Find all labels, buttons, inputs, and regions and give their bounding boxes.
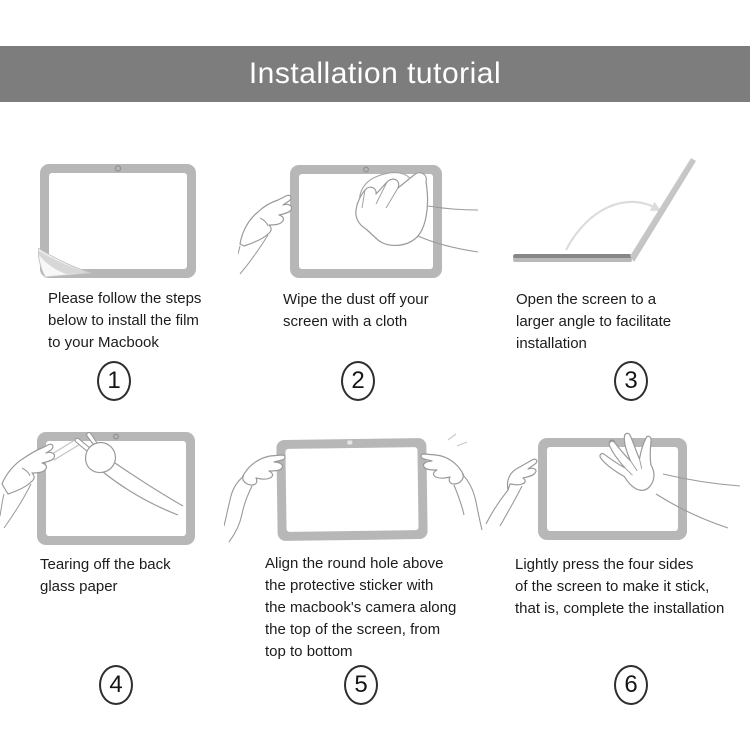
step-6-caption: Lightly press the four sides of the screen to make it stick, that is, complete the installation — [515, 556, 725, 617]
macbook-screen-film-peel-icon — [38, 160, 198, 280]
step-3-number-badge: 3 — [614, 361, 648, 401]
step-1-number-badge: 1 — [97, 361, 131, 401]
step-2-caption: Wipe the dust off your screen with a cloth — [283, 291, 429, 330]
tear-off-back-paper-icon — [0, 422, 240, 552]
page-title: Installation tutorial — [248, 57, 502, 90]
step-5-number-badge: 5 — [344, 665, 378, 705]
step-2-number-badge: 2 — [341, 361, 375, 401]
wipe-screen-with-cloth-icon — [238, 148, 478, 283]
step-4-caption: Tearing off the back glass paper — [40, 556, 171, 595]
press-four-sides-icon — [478, 426, 744, 556]
align-film-with-camera-icon — [224, 428, 486, 550]
step-3-caption: Open the screen to a larger angle to facilitate installation — [516, 291, 672, 352]
step-1-caption: Please follow the steps below to install the film to your Macbook — [48, 290, 202, 351]
step-5-caption: Align the round hole above the protective sticker with the macbook's camera along the top of the screen, from top to bottom — [265, 555, 457, 660]
header-banner — [0, 46, 750, 102]
step-4-number-badge: 4 — [99, 665, 133, 705]
open-laptop-wide-angle-icon — [500, 152, 710, 272]
step-6-number-badge: 6 — [614, 665, 648, 705]
